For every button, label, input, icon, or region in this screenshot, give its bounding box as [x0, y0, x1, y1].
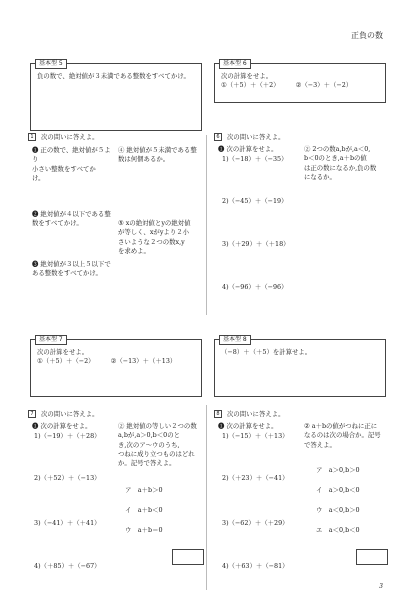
kihon7-box — [30, 336, 202, 397]
column-divider-top — [206, 135, 207, 315]
kihon6-tag: 基本型 6 — [219, 59, 251, 69]
q7-item-2: ② 絶対値の等しい２つの数 a,bが,a＞0,b＜0のと き,次のア〜ウのうち, つねに成り立つものはどれ か。記号で答えよ。 — [118, 422, 197, 468]
q6-heading — [214, 133, 285, 142]
q7-number: 7 — [28, 410, 36, 418]
q8-option-c: ウ a＜0,b＞0 — [316, 506, 360, 514]
q7-option-c: ウ a＋b＝0 — [125, 526, 163, 534]
q1-item-4: ④ 絶対値が５未満である整 数は何個あるか。 — [118, 146, 197, 164]
q8-option-d: エ a＜0,b＜0 — [316, 526, 360, 534]
page-header: 正負の数 — [351, 31, 383, 40]
kihon6-text: 次の計算をせよ。 — [221, 72, 273, 80]
q6-heading-text: 次の問いに答えよ。 — [227, 133, 285, 141]
q1-item-2: ❷ 絶対値が４以下である整 数をすべてかけ。 — [32, 210, 111, 228]
q8-calc-1: 1)（−15）＋（＋13） — [222, 432, 289, 440]
kihon8-box — [214, 336, 386, 397]
q1-item-3: ❸ 絶対値が３以上５以下で ある整数をすべてかけ。 — [32, 260, 111, 278]
q8-number: 8 — [214, 410, 222, 418]
q1-number: 1 — [28, 133, 36, 141]
q7-calc-1: 1)（−19）＋（＋28） — [34, 432, 101, 440]
kihon5-tag: 基本型 5 — [35, 59, 67, 69]
column-divider-bottom — [206, 405, 207, 590]
kihon7-text: 次の計算をせよ。 — [37, 348, 89, 356]
q7-heading-text: 次の問いに答えよ。 — [41, 410, 99, 418]
q7-option-b: イ a＋b＜0 — [125, 506, 163, 514]
q6-calc-2: 2)（−45）＋（−19） — [222, 197, 288, 205]
q8-calc-2: 2)（＋23）＋（−41） — [222, 474, 289, 482]
q7-calc-3: 3)（−41）＋（＋41） — [34, 519, 101, 527]
q7-heading — [28, 410, 99, 419]
q6-calc-3: 3)（＋29）＋（＋18） — [222, 240, 290, 248]
kihon6-problem-1: ①（＋5）＋（＋2） — [221, 81, 280, 90]
kihon8-tag: 基本型 8 — [219, 335, 251, 345]
q1-item-5: ⑤ xの絶対値とyの絶対値 が等しく、xがyより２小 さいような２つの数x,y を求めよ。 — [118, 219, 191, 255]
q8-heading — [214, 410, 285, 419]
q6-item-1-heading: ❶ 次の計算をせよ。 — [218, 145, 278, 153]
q8-option-b: イ a＞0,b＜0 — [316, 486, 360, 494]
q8-item-2: ② a＋bの値がつねに正に なるのは次の場合か。記号 で答えよ。 — [304, 422, 381, 449]
q1-heading-text: 次の問いに答えよ。 — [41, 133, 99, 141]
q6-number: 6 — [214, 133, 222, 141]
q8-heading-text: 次の問いに答えよ。 — [227, 410, 285, 418]
kihon5-text: 負の数で、絶対値が３未満である整数をすべてかけ。 — [37, 72, 190, 80]
page-number: 3 — [379, 583, 383, 591]
q1-item-1: ❶ 正の数で、絶対値が５より 小さい整数をすべてか け。 — [32, 146, 111, 182]
q7-answer-box[interactable] — [172, 549, 204, 565]
q7-calc-4: 4)（＋85）＋（−67） — [34, 562, 101, 570]
q8-answer-box[interactable] — [356, 549, 388, 565]
q8-calc-3: 3)（−62）＋（＋29） — [222, 519, 289, 527]
q7-item-1-heading: ❶ 次の計算をせよ。 — [32, 422, 92, 430]
q8-calc-4: 4)（＋63）＋（−81） — [222, 562, 289, 570]
kihon8-text: （−8）＋（＋5）を計算せよ。 — [221, 348, 312, 356]
q6-item-2: ② 2つの数a,bが,a＜0, b＜0のとき,a＋bの値 は正の数になるか,負の数 になるか。 — [304, 145, 377, 181]
kihon6-problem-2: ②（−3）＋（−2） — [295, 81, 353, 90]
q1-heading — [28, 133, 99, 142]
kihon7-problem-1: ①（＋5）＋（−2） — [37, 357, 95, 366]
q7-calc-2: 2)（＋52）＋（−13） — [34, 474, 101, 482]
q6-calc-4: 4)（−96）＋（−96） — [222, 283, 288, 291]
q7-option-a: ア a＋b＞0 — [125, 486, 163, 494]
kihon6-box — [214, 60, 386, 103]
q8-item-1-heading: ❶ 次の計算をせよ。 — [218, 422, 278, 430]
q6-calc-1: 1)（−18）＋（−35） — [222, 155, 288, 163]
kihon7-tag: 基本型 7 — [35, 335, 67, 345]
kihon5-box — [30, 60, 202, 131]
q8-option-a: ア a＞0,b＞0 — [316, 466, 360, 474]
kihon7-problem-2: ②（−13）＋（＋13） — [110, 357, 177, 366]
